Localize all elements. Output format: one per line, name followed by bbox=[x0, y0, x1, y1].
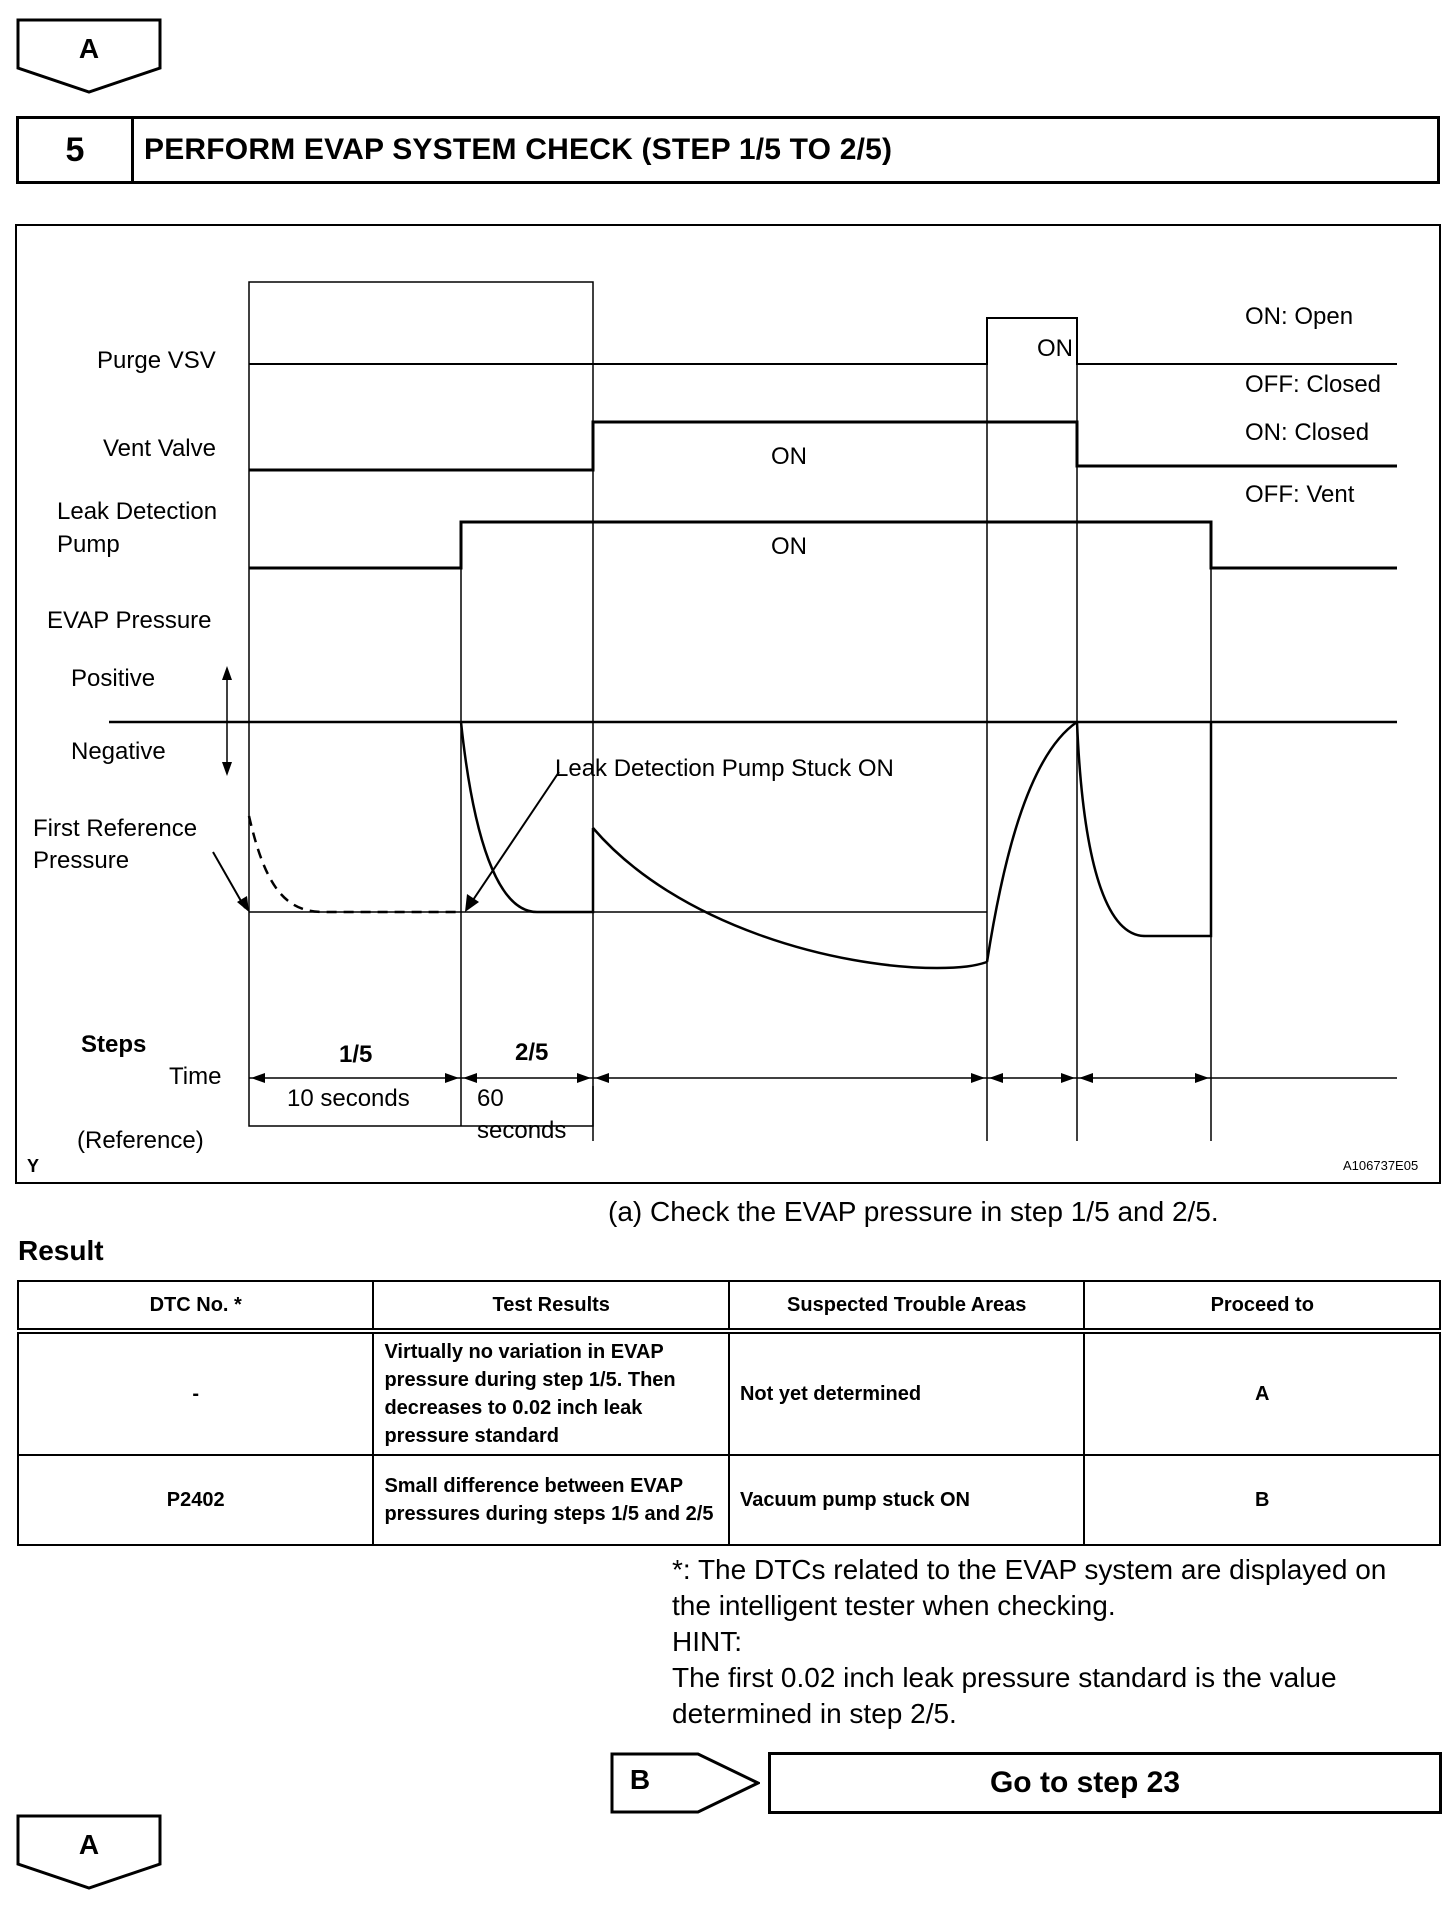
hint-text: The first 0.02 inch leak pressure standard is the value determined in step 2/5. bbox=[672, 1662, 1337, 1729]
col-dtc-header: DTC No. * bbox=[18, 1281, 373, 1331]
steps-outline bbox=[249, 282, 593, 1126]
time-arrow-icon bbox=[595, 1073, 609, 1083]
cell-proceed: B bbox=[1084, 1455, 1440, 1545]
label-vent-on-closed: ON: Closed bbox=[1245, 419, 1370, 446]
time-arrow-icon bbox=[1061, 1073, 1075, 1083]
arrow-down-icon bbox=[222, 762, 232, 776]
col-proceed-header: Proceed to bbox=[1084, 1281, 1440, 1331]
step-title: PERFORM EVAP SYSTEM CHECK (STEP 1/5 TO 2/5) bbox=[144, 133, 893, 166]
label-step-1-5: 1/5 bbox=[339, 1041, 373, 1068]
label-time-1-5: 10 seconds bbox=[287, 1085, 410, 1112]
label-vent-off-vent: OFF: Vent bbox=[1245, 481, 1355, 508]
dtc-footnote: *: The DTCs related to the EVAP system are displayed on the intelligent tester when checking. bbox=[672, 1554, 1387, 1621]
step-header bbox=[16, 116, 1440, 184]
cell-area: Not yet determined bbox=[729, 1331, 1085, 1455]
cell-test: Small difference between EVAP pressures during steps 1/5 and 2/5 bbox=[373, 1455, 729, 1545]
figure-id: A106737E05 bbox=[1343, 1158, 1419, 1173]
step-number: 5 bbox=[19, 119, 134, 181]
cell-dtc: P2402 bbox=[18, 1455, 373, 1545]
goto-text: Go to step 23 bbox=[989, 1766, 1181, 1799]
table-header-row bbox=[18, 1281, 1440, 1331]
step-3-5-curve bbox=[593, 828, 987, 968]
pump-stuck-arrowhead-icon bbox=[465, 894, 479, 912]
timing-diagram-svg bbox=[17, 226, 1443, 1186]
label-positive: Positive bbox=[71, 665, 156, 692]
label-vent-on: ON bbox=[771, 443, 807, 470]
first-ref-leader bbox=[213, 852, 245, 908]
label-purge-off-closed: OFF: Closed bbox=[1245, 371, 1382, 398]
label-purge-on-open: ON: Open bbox=[1245, 303, 1354, 330]
label-purge-on: ON bbox=[1037, 335, 1073, 362]
time-arrow-icon bbox=[463, 1073, 477, 1083]
col-test-header: Test Results bbox=[373, 1281, 729, 1331]
label-first-ref-1: First Reference bbox=[33, 815, 198, 842]
label-vent-valve: Vent Valve bbox=[103, 435, 216, 462]
label-reference: (Reference) bbox=[77, 1127, 204, 1154]
cell-area: Vacuum pump stuck ON bbox=[729, 1455, 1085, 1545]
col-area-header: Suspected Trouble Areas bbox=[729, 1281, 1085, 1331]
label-time-2-5-a: 60 bbox=[477, 1085, 504, 1112]
result-table bbox=[17, 1280, 1441, 1546]
cell-test: Virtually no variation in EVAP pressure during step 1/5. Then decreases to 0.02 inch leak pressure standard bbox=[373, 1331, 729, 1455]
label-leak-pump-1: Leak Detection bbox=[57, 498, 218, 525]
corner-y-label: Y bbox=[27, 1156, 40, 1176]
step-5-5-curve bbox=[1077, 722, 1211, 936]
bottom-marker-a bbox=[16, 1814, 162, 1890]
purge-vsv-trace bbox=[249, 318, 1397, 364]
top-marker-label: A bbox=[78, 33, 100, 64]
vent-valve-trace bbox=[249, 422, 1397, 470]
note-block bbox=[672, 1552, 1432, 1732]
time-arrow-icon bbox=[1079, 1073, 1093, 1083]
label-purge-vsv: Purge VSV bbox=[97, 347, 216, 374]
time-arrow-icon bbox=[445, 1073, 459, 1083]
time-arrow-icon bbox=[971, 1073, 985, 1083]
label-negative: Negative bbox=[71, 738, 166, 765]
time-arrow-icon bbox=[577, 1073, 591, 1083]
arrow-up-icon bbox=[222, 666, 232, 680]
result-heading: Result bbox=[18, 1235, 104, 1266]
label-leak-pump-2: Pump bbox=[57, 531, 120, 558]
goto-b-marker bbox=[610, 1752, 760, 1814]
step-2-5-curve bbox=[461, 722, 593, 912]
label-evap-pressure: EVAP Pressure bbox=[47, 607, 212, 634]
label-pump-on: ON bbox=[771, 533, 807, 560]
timing-diagram bbox=[15, 224, 1441, 1184]
hint-label: HINT: bbox=[672, 1626, 742, 1657]
cell-dtc: - bbox=[18, 1331, 373, 1455]
step-4-5-curve bbox=[987, 722, 1077, 962]
time-arrow-icon bbox=[989, 1073, 1003, 1083]
label-pump-stuck-on: Leak Detection Pump Stuck ON bbox=[555, 755, 894, 782]
time-arrow-icon bbox=[251, 1073, 265, 1083]
instruction-a: (a) Check the EVAP pressure in step 1/5 and 2/5. bbox=[608, 1196, 1219, 1227]
table-row bbox=[18, 1455, 1440, 1545]
label-time: Time bbox=[169, 1063, 222, 1090]
label-time-2-5-b: seconds bbox=[477, 1117, 567, 1144]
time-arrow-icon bbox=[1195, 1073, 1209, 1083]
label-step-2-5: 2/5 bbox=[515, 1039, 549, 1066]
goto-step-23-box bbox=[768, 1752, 1442, 1814]
first-reference-curve bbox=[249, 816, 461, 912]
top-marker-a bbox=[16, 18, 162, 94]
table-row bbox=[18, 1331, 1440, 1455]
pump-trace bbox=[249, 522, 1397, 568]
label-steps: Steps bbox=[81, 1031, 147, 1058]
goto-b-letter: B bbox=[629, 1764, 651, 1795]
cell-proceed: A bbox=[1084, 1331, 1440, 1455]
bottom-marker-label: A bbox=[78, 1829, 100, 1860]
label-first-ref-2: Pressure bbox=[33, 847, 130, 874]
